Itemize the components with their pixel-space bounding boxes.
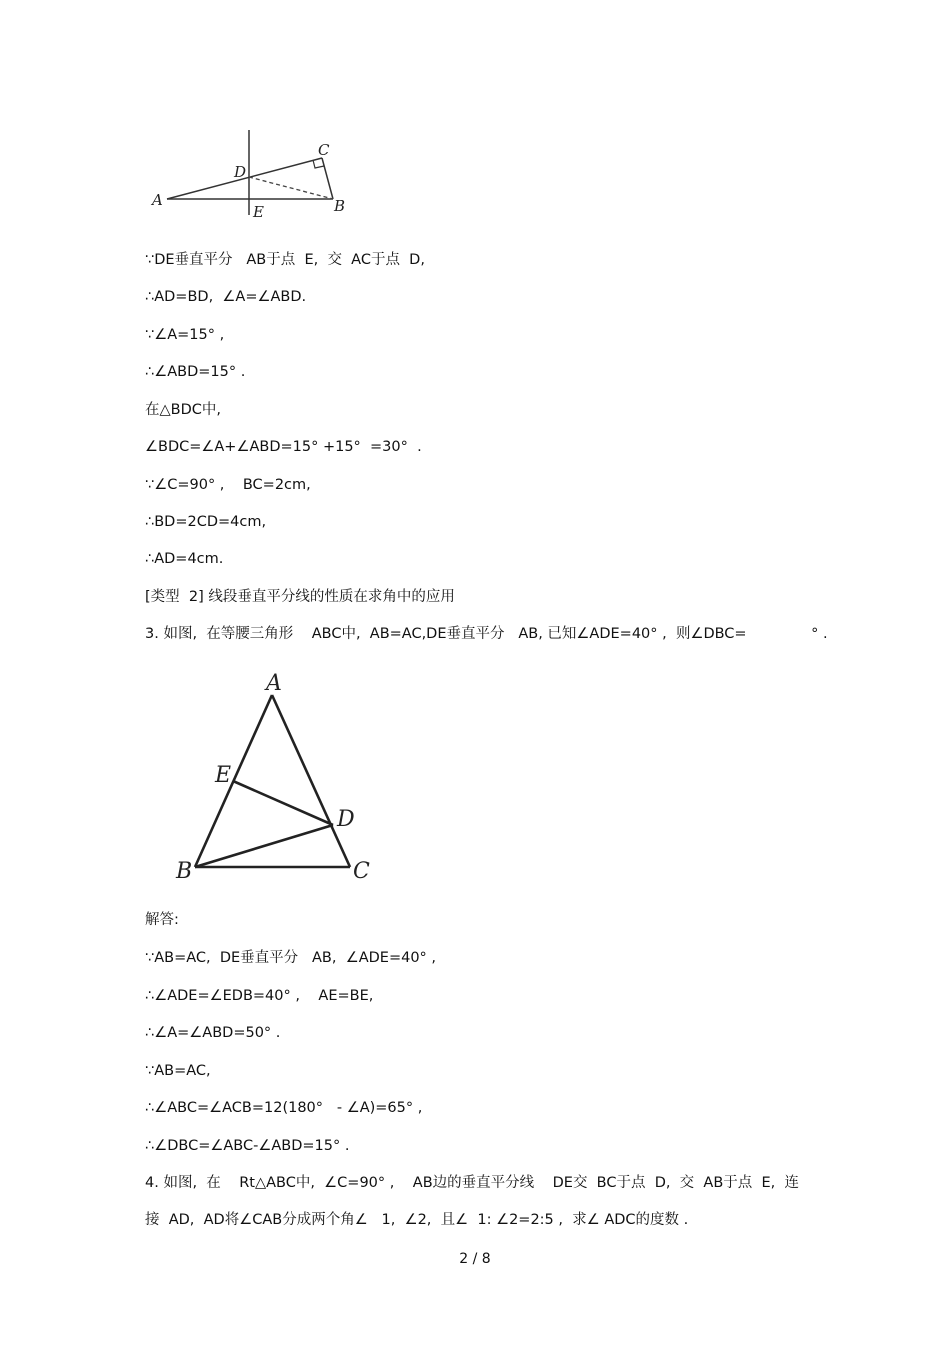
- figure-2: [170, 668, 390, 888]
- solution3-line-4: ∵AB=AC,: [145, 1063, 211, 1079]
- problem-4-line-1: 4. 如图, 在 Rt△ABC中, ∠C=90° , AB边的垂直平分线 DE交 BC于点 D, 交 AB于点 E, 连: [145, 1175, 799, 1191]
- solution1-line-2: ∴AD=BD, ∠A=∠ABD.: [145, 289, 307, 305]
- label-b: B: [334, 197, 346, 215]
- segment-ed: [233, 781, 333, 825]
- label-a: A: [266, 671, 282, 696]
- solution1-line-8: ∴BD=2CD=4cm,: [145, 514, 267, 530]
- segment-bd: [195, 825, 333, 867]
- label-c: C: [318, 141, 330, 159]
- problem-3: 3. 如图, 在等腰三角形 ABC中, AB=AC,DE垂直平分 AB, 已知∠ADE=40° , 则∠DBC= ° .: [145, 626, 828, 642]
- solution1-line-7: ∵∠C=90° , BC=2cm,: [145, 477, 311, 493]
- solution1-line-6: ∠BDC=∠A+∠ABD=15° +15° =30° .: [145, 439, 422, 455]
- label-b: B: [176, 859, 193, 884]
- solution1-line-1: ∵DE垂直平分 AB于点 E, 交 AC于点 D,: [145, 252, 425, 268]
- solution3-line-3: ∴∠A=∠ABD=50° .: [145, 1025, 281, 1041]
- figure-1-svg: [140, 125, 360, 225]
- label-e: E: [253, 203, 264, 221]
- label-a: A: [152, 191, 163, 209]
- solution3-line-1: ∵AB=AC, DE垂直平分 AB, ∠ADE=40° ,: [145, 950, 437, 966]
- solution3-line-2: ∴∠ADE=∠EDB=40° , AE=BE,: [145, 988, 374, 1004]
- solution1-line-4: ∴∠ABD=15° .: [145, 364, 246, 380]
- solution1-line-3: ∵∠A=15° ,: [145, 327, 225, 343]
- label-d: D: [234, 163, 247, 181]
- answer-label: 解答:: [145, 912, 179, 928]
- label-c: C: [353, 859, 370, 884]
- solution1-line-5: 在△BDC中,: [145, 402, 221, 418]
- label-d: D: [337, 807, 355, 832]
- label-e: E: [215, 763, 232, 788]
- solution3-line-6: ∴∠DBC=∠ABC-∠ABD=15° .: [145, 1138, 350, 1154]
- problem-4-line-2: 接 AD, AD将∠CAB分成两个角∠ 1, ∠2, 且∠ 1: ∠2=2:5 , 求∠ ADC的度数 .: [145, 1212, 689, 1228]
- segment-db-dashed: [249, 177, 333, 199]
- solution3-line-5: ∴∠ABC=∠ACB=12(180° - ∠A)=65° ,: [145, 1100, 423, 1116]
- page-number: 2 / 8: [459, 1251, 491, 1267]
- segment-cb: [322, 158, 333, 199]
- solution1-line-9: ∴AD=4cm.: [145, 551, 224, 567]
- figure-1: [140, 125, 360, 225]
- type-heading: [类型 2] 线段垂直平分线的性质在求角中的应用: [145, 589, 455, 605]
- figure-2-svg: [170, 668, 390, 888]
